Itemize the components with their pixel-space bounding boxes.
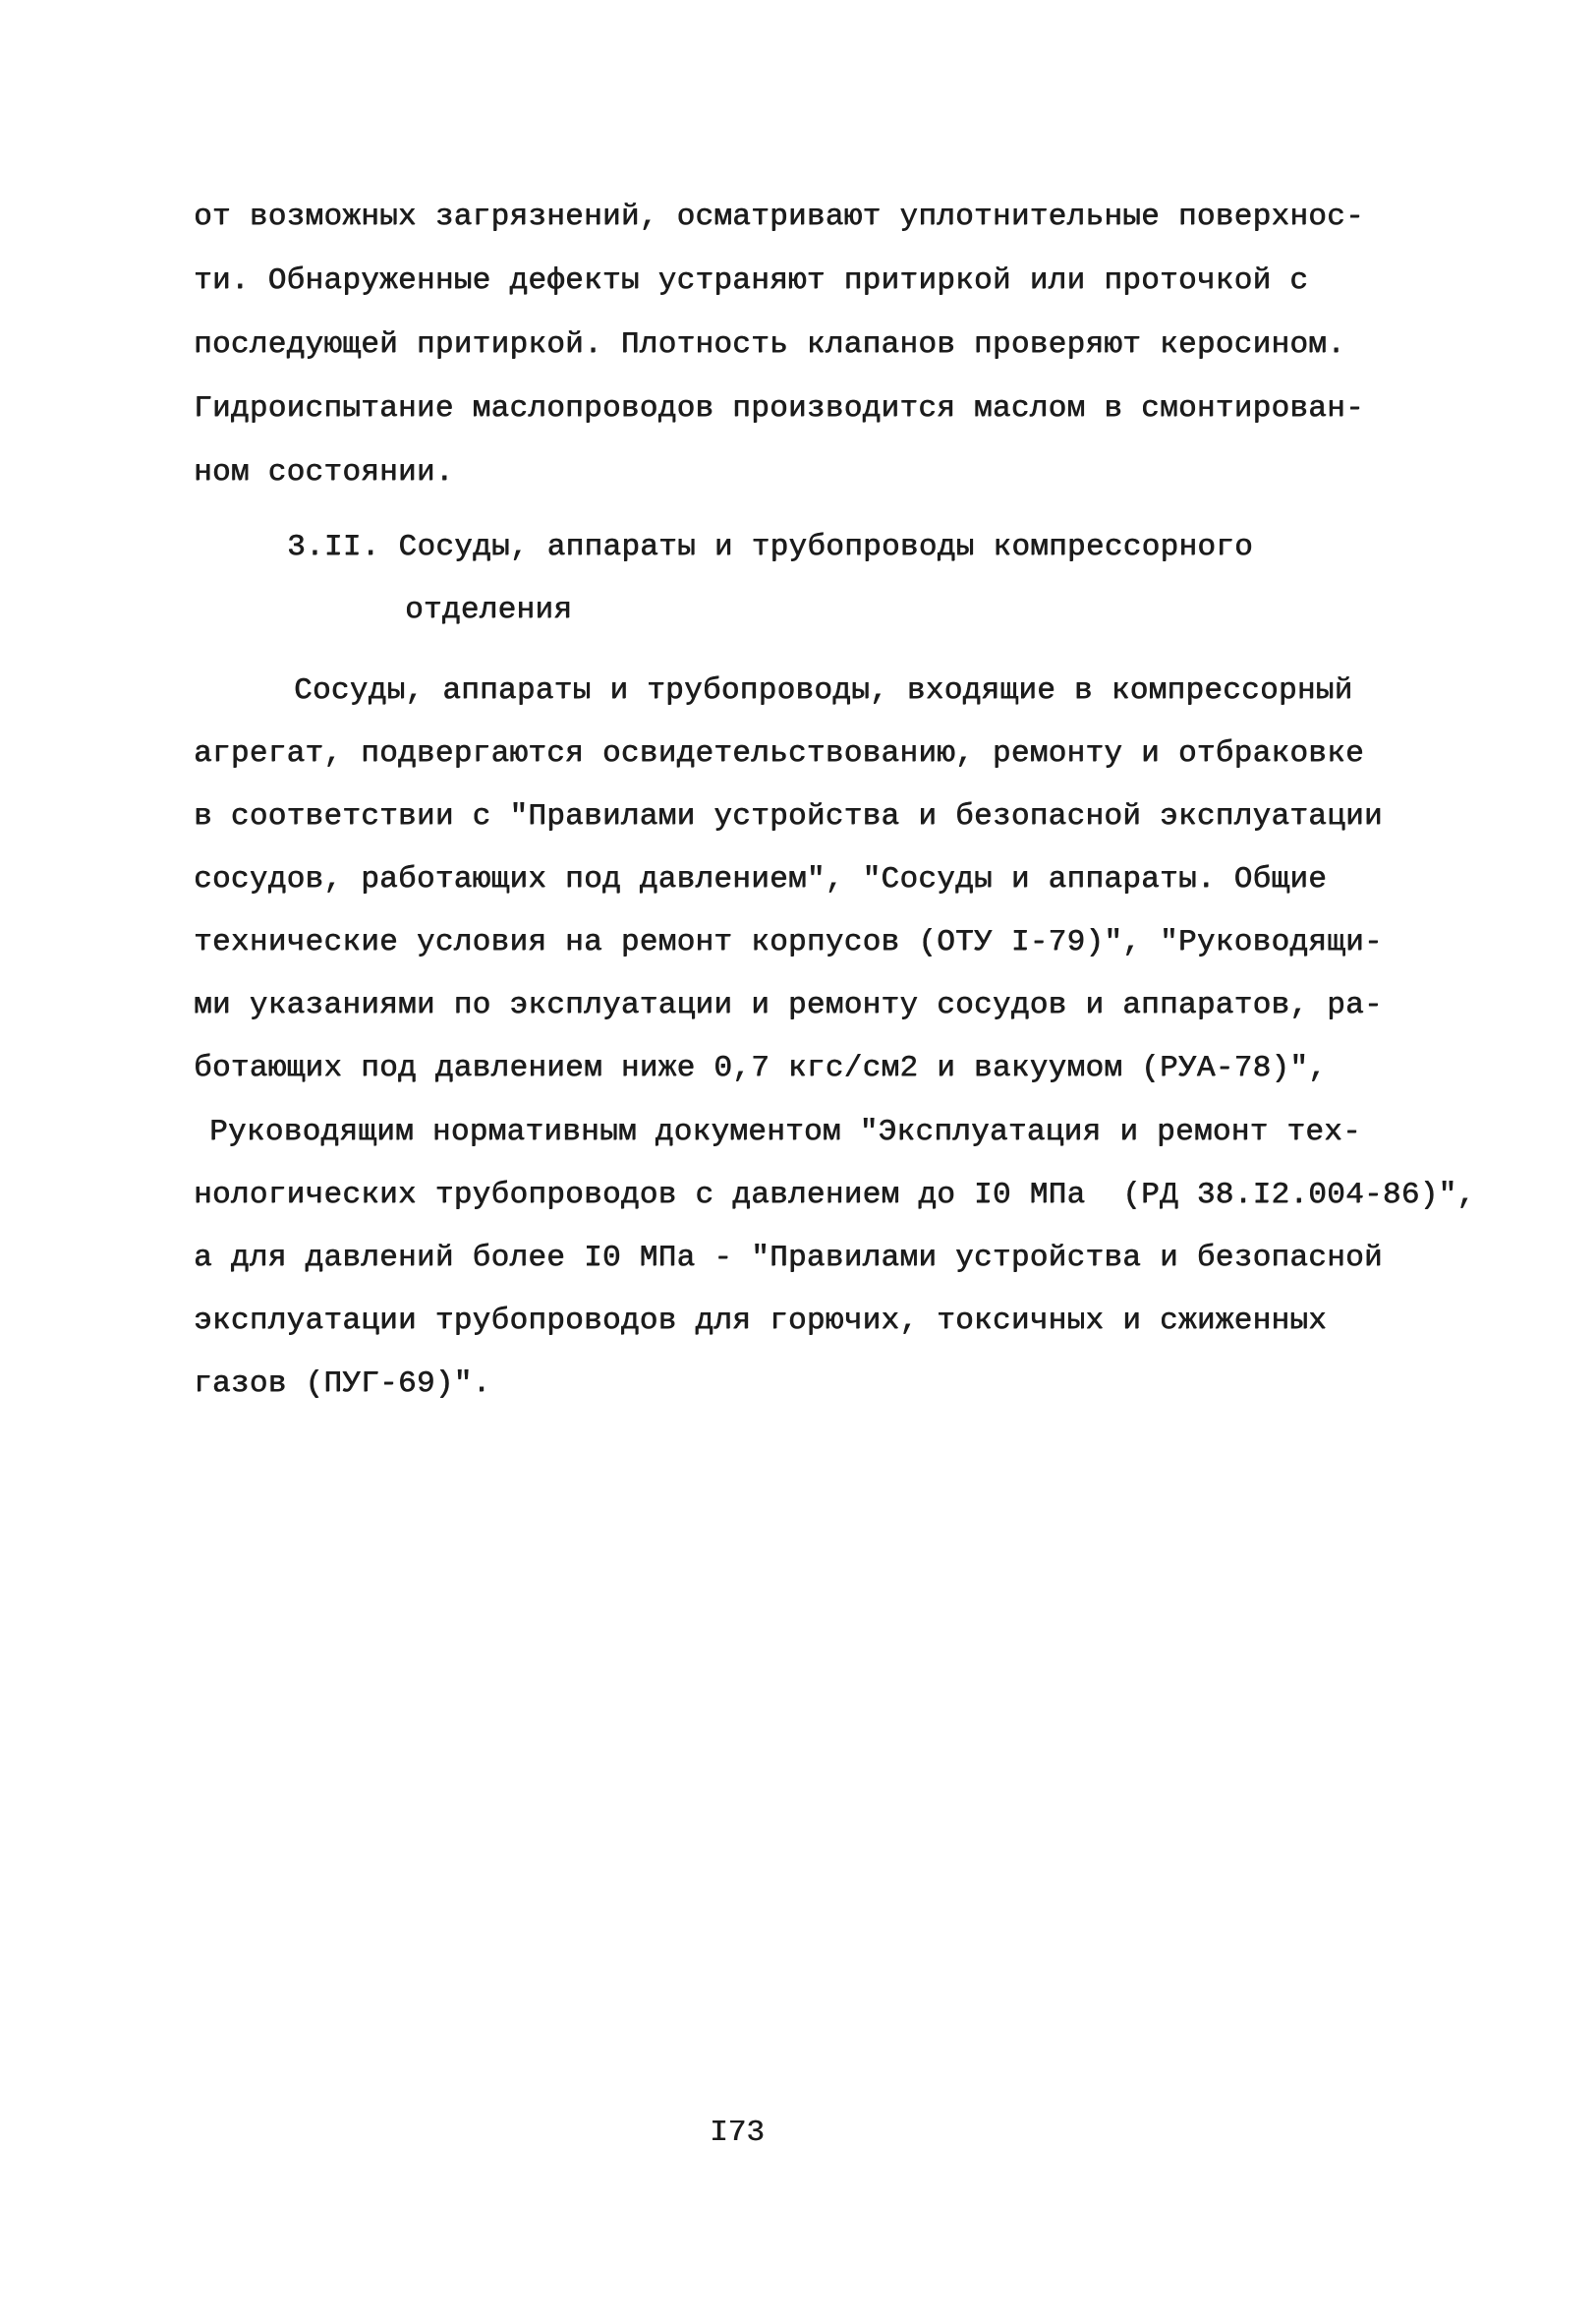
text-line: а для давлений более I0 МПа - "Правилами устройства и безопасной bbox=[194, 1241, 1383, 1275]
heading-line: 3.II. Сосуды, аппараты и трубопроводы компрессорного bbox=[287, 530, 1253, 564]
page-number: I73 bbox=[710, 2116, 765, 2150]
text-line: агрегат, подвергаются освидетельствованию, ремонту и отбраковке bbox=[194, 736, 1364, 771]
text-line: газов (ПУГ-69)". bbox=[194, 1366, 491, 1401]
text-line: в соответствии с "Правилами устройства и безопасной эксплуатации bbox=[194, 799, 1383, 834]
text-line: Сосуды, аппараты и трубопроводы, входящие в компрессорный bbox=[294, 673, 1353, 708]
text-line: технические условия на ремонт корпусов (ОТУ I-79)", "Руководящи- bbox=[194, 925, 1383, 959]
text-line: ном состоянии. bbox=[194, 455, 454, 490]
text-line: Гидроиспытание маслопроводов производится маслом в смонтирован- bbox=[194, 391, 1364, 426]
text-line: ти. Обнаруженные дефекты устраняют притиркой или проточкой с bbox=[194, 263, 1309, 298]
text-line: ботающих под давлением ниже 0,7 кгс/см2 и вакуумом (РУА-78)", bbox=[194, 1051, 1328, 1085]
text-line: Руководящим нормативным документом "Эксплуатация и ремонт тех- bbox=[209, 1115, 1361, 1149]
text-line: последующей притиркой. Плотность клапанов проверяют керосином. bbox=[194, 327, 1345, 362]
text-line: ми указаниями по эксплуатации и ремонту сосудов и аппаратов, ра- bbox=[194, 988, 1383, 1022]
text-line: от возможных загрязнений, осматривают уплотнительные поверхнос- bbox=[194, 200, 1364, 234]
heading-line: отделения bbox=[405, 593, 573, 627]
text-line: нологических трубопроводов с давлением до I0 МПа (РД 38.I2.004-86)", bbox=[194, 1178, 1476, 1212]
text-line: эксплуатации трубопроводов для горючих, токсичных и сжиженных bbox=[194, 1304, 1328, 1338]
text-line: сосудов, работающих под давлением", "Сосуды и аппараты. Общие bbox=[194, 862, 1328, 897]
